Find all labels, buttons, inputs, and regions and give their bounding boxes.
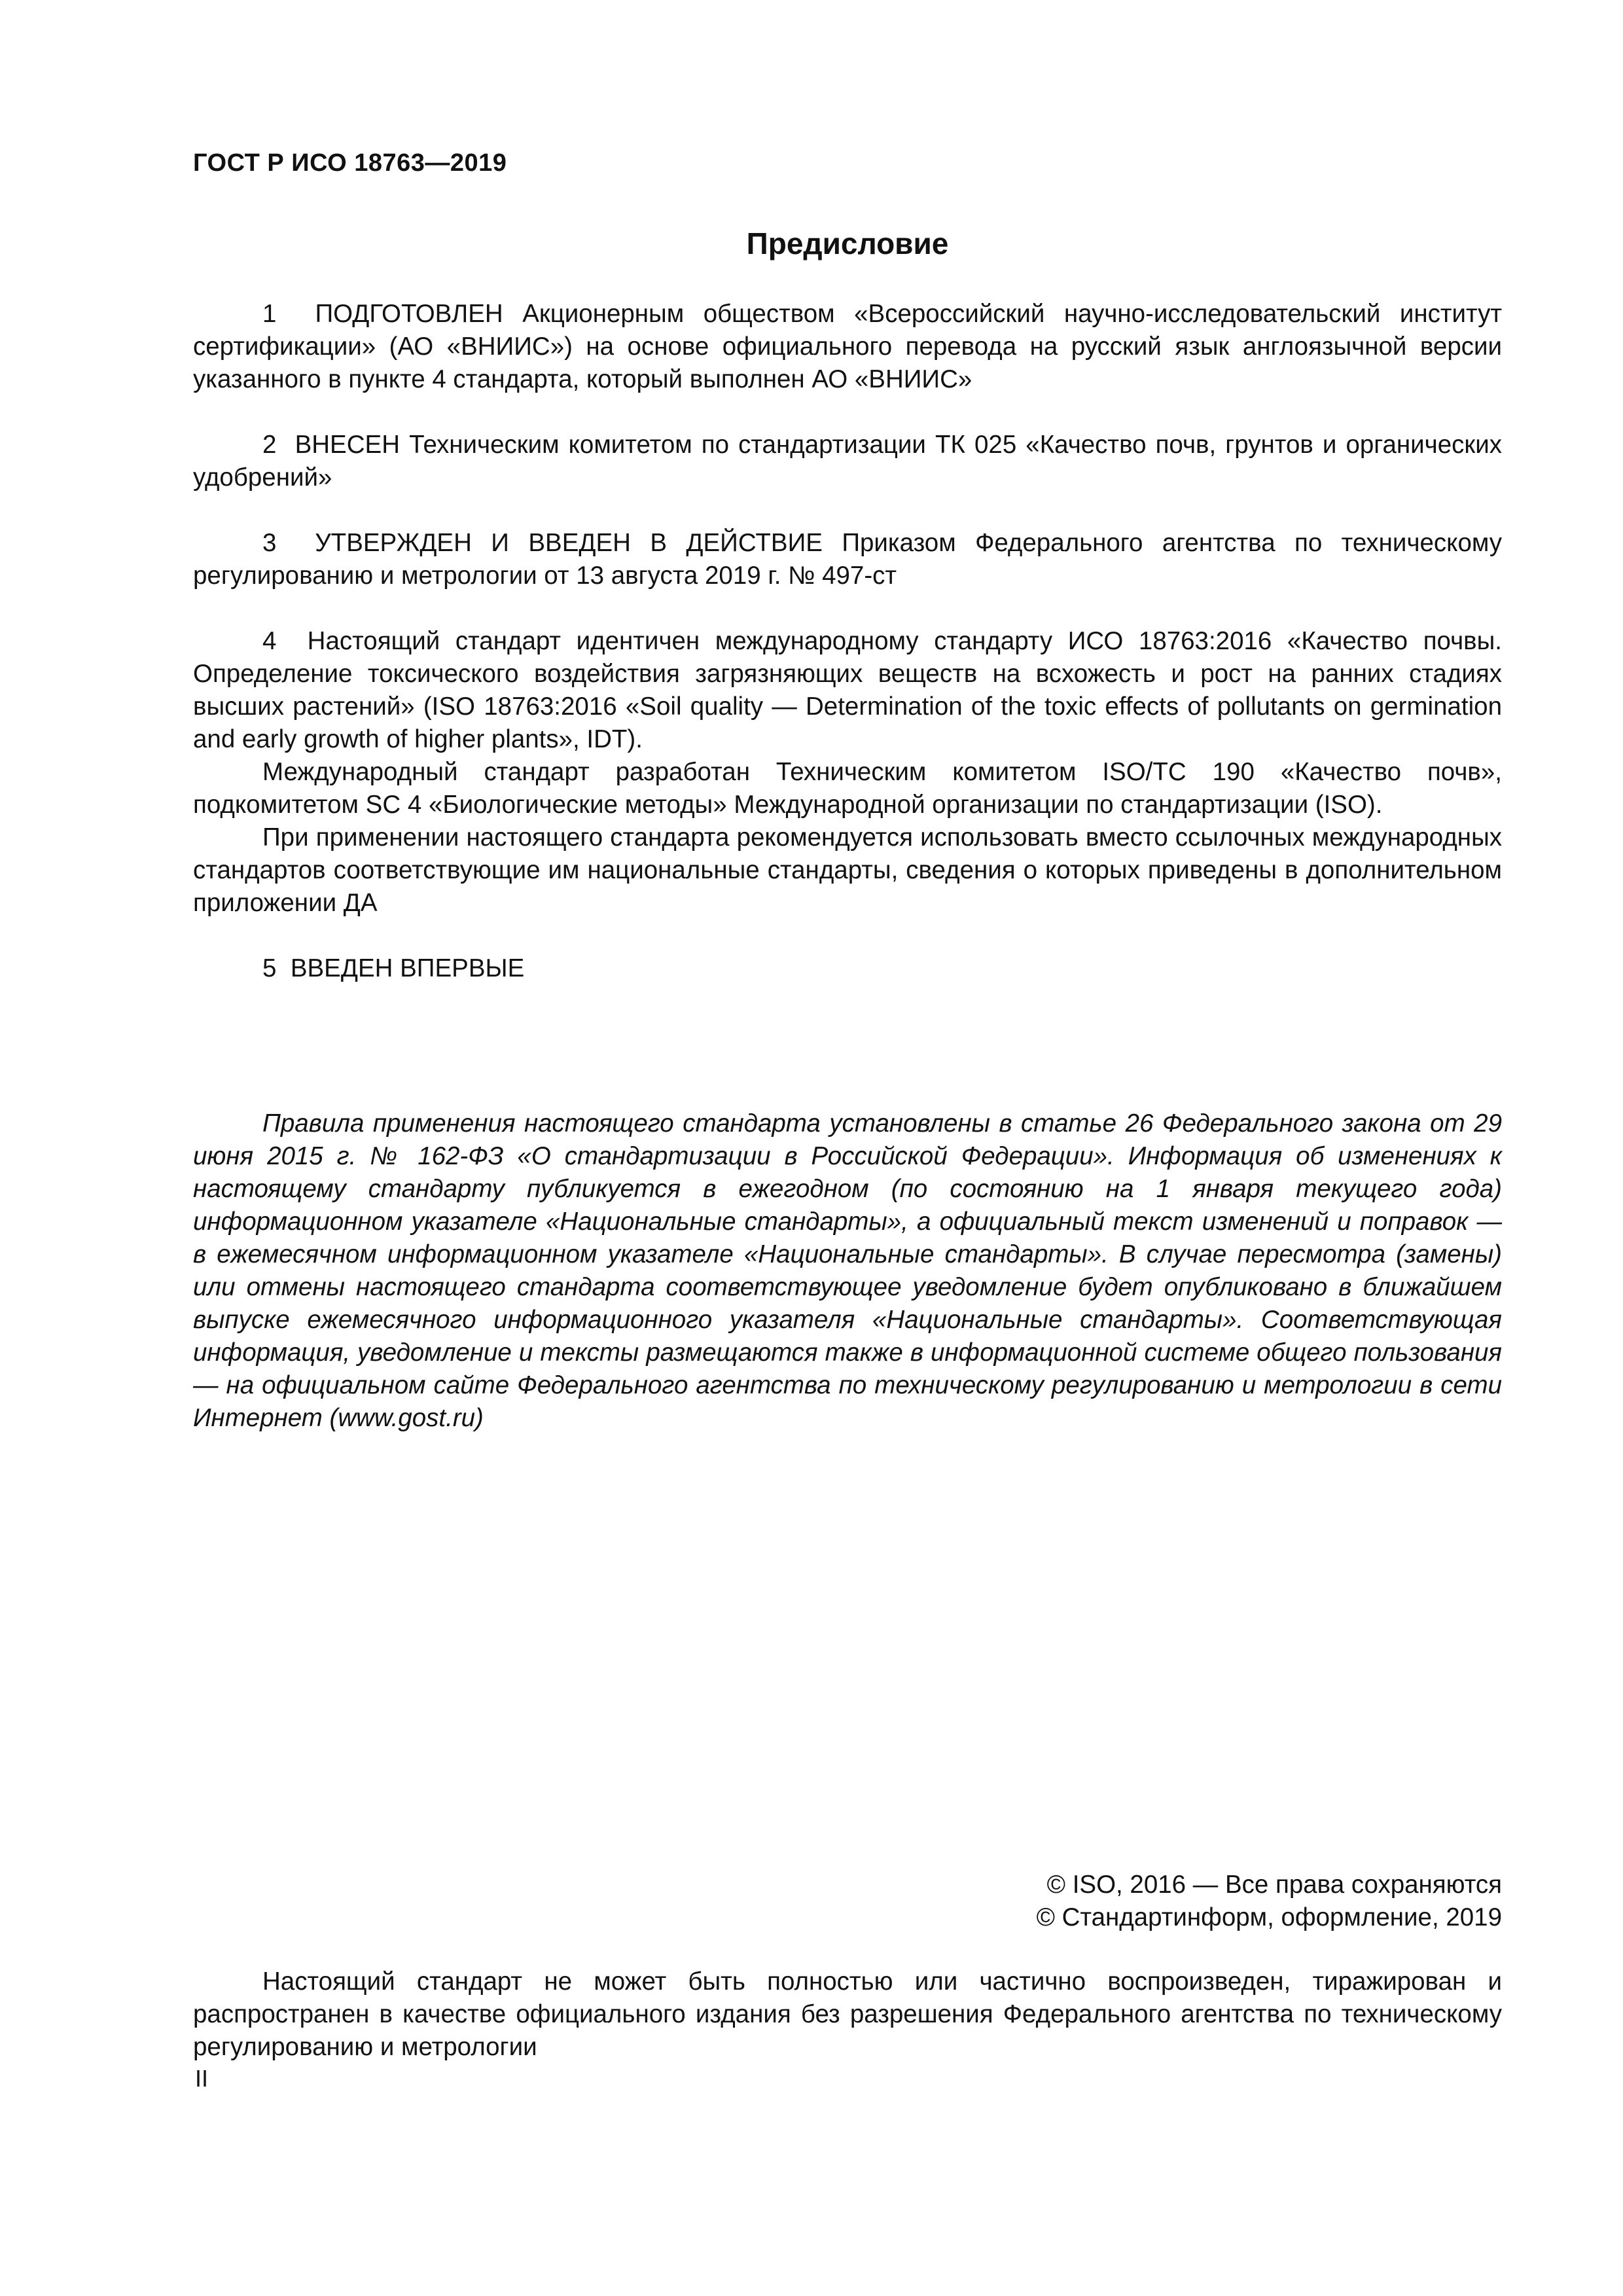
rules-notice-text: Правила применения настоящего стандарта установлены в статье 26 Федерального закона от 29 июня 2015 г. № 162-ФЗ «О стандартизации в Российской Федерации». Информация об изменениях к настоящему стандарту публикуется в ежегодном (по состоянию на 1 января текущего года) информационном указателе «Национальные стандарты», а официальный текст изменений и поправок — в ежемесячном информационном указателе «Национальные стандарты». В случае пересмотра (замены) или отмены настоящего стандарта соответствующее уведомление будет опубликовано в ближайшем выпуске ежемесячного информационного указателя «Национальные стандарты». Соответствующая информация, уведомление и тексты размещаются также в информационной системе общего пользования — на официальном сайте Федерального агентства по техническому регулированию и метрологии в сети Интернет (www.gost.ru) — [193, 1109, 1502, 1432]
foreword-item-4-extra-1: Международный стандарт разработан Техническим комитетом ISO/TC 190 «Качество почв», подкомитетом SC 4 «Биологические методы» Международной организации по стандартизации (ISO). — [193, 758, 1502, 819]
copyright-block — [1037, 1869, 1502, 1934]
reproduction-notice-text: Настоящий стандарт не может быть полностью или частично воспроизведен, тиражирован и распространен в качестве официального издания без разрешения Федерального агентства по техническому регулированию и метрологии — [193, 1967, 1502, 2061]
foreword-item-4-paragraph — [193, 625, 1502, 756]
item-number: 2 — [262, 431, 277, 459]
foreword-item-4-extra-2: При применении настоящего стандарта рекомендуется использовать вместо ссылочных международных стандартов соответствующие им национальные стандарты, сведения о которых приведены в дополнительном приложении ДА — [193, 823, 1502, 917]
foreword-item-1 — [193, 298, 1502, 396]
foreword-item-4 — [193, 625, 1502, 920]
rules-notice — [193, 1107, 1502, 1435]
copyright-standartinform: © Стандартинформ, оформление, 2019 — [1036, 1903, 1502, 1931]
page-title: Предисловие — [746, 226, 949, 260]
item-lead: УТВЕРЖДЕН И ВВЕДЕН В ДЕЙСТВИЕ — [315, 529, 823, 557]
foreword-item-3 — [193, 527, 1502, 592]
item-number: 5 — [262, 954, 277, 982]
item-number: 1 — [262, 300, 277, 328]
item-number: 3 — [262, 529, 277, 557]
item-lead: ВНЕСЕН — [294, 431, 401, 459]
item-text: Настоящий стандарт идентичен международному стандарту ИСО 18763:2016 «Качество почвы. Определение токсического воздействия загрязняющих веществ на всхожесть и рост на ранних стадиях высших растений» (ISO 18763:2016 «Soil quality — Determination of the toxic effects of pollutants on germination and early growth of higher plants», IDT). — [193, 627, 1502, 753]
foreword-item-3-paragraph — [193, 527, 1502, 592]
foreword-item-1-paragraph — [193, 298, 1502, 396]
item-lead: ВВЕДЕН ВПЕРВЫЕ — [290, 954, 525, 982]
foreword-item-5 — [193, 952, 1502, 985]
item-text: Техническим комитетом по стандартизации ТК 025 «Качество почв, грунтов и органических удобрений» — [193, 431, 1503, 492]
item-text: Приказом Федерального агентства по техническому регулированию и метрологии от 13 августа 2019 г. № 497-ст — [193, 529, 1503, 590]
reproduction-notice — [193, 1965, 1502, 2064]
foreword-item-2 — [193, 429, 1502, 494]
item-lead: ПОДГОТОВЛЕН — [315, 300, 503, 328]
item-text: Акционерным обществом «Всероссийский научно-исследовательский институт сертификации» (АО «ВНИИС») на основе официального перевода на русский язык англоязычной версии указанного в пункте 4 стандарта, который выполнен АО «ВНИИС» — [193, 300, 1502, 393]
foreword-item-5-paragraph — [193, 952, 1502, 985]
page-number: II — [195, 2065, 209, 2092]
document-code: ГОСТ Р ИСО 18763—2019 — [193, 149, 507, 177]
copyright-iso: © ISO, 2016 — Все права сохраняются — [1046, 1871, 1502, 1899]
item-number: 4 — [262, 627, 277, 655]
foreword-item-2-paragraph — [193, 429, 1502, 494]
